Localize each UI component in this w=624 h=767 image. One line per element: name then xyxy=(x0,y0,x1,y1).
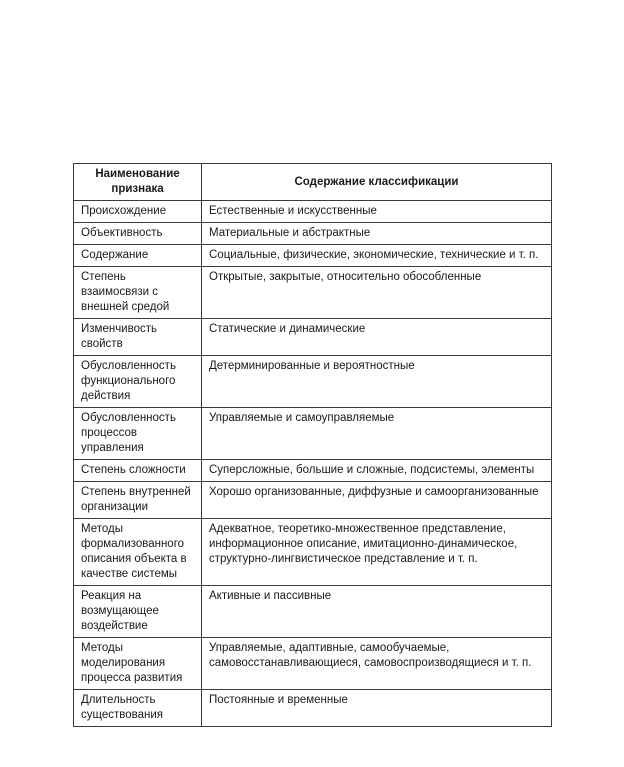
table-row xyxy=(74,408,552,460)
feature-cell: Объективность xyxy=(74,223,202,245)
classification-table xyxy=(73,163,552,727)
feature-cell: Длительность существования xyxy=(74,690,202,727)
content-cell: Адекватное, теоретико-множественное представление, информационное описание, имитационно-динамическое, структурно-лингвистическое представление и т. п. xyxy=(202,519,552,586)
content-cell: Естественные и искусственные xyxy=(202,201,552,223)
table-row xyxy=(74,586,552,638)
content-cell: Социальные, физические, экономические, технические и т. п. xyxy=(202,245,552,267)
content-cell: Материальные и абстрактные xyxy=(202,223,552,245)
header-feature-name: Наименование признака xyxy=(74,164,202,201)
feature-cell: Методы моделирования процесса развития xyxy=(74,638,202,690)
content-cell: Детерминированные и вероятностные xyxy=(202,356,552,408)
table-row xyxy=(74,460,552,482)
content-cell: Открытые, закрытые, относительно обособленные xyxy=(202,267,552,319)
table-body xyxy=(74,201,552,727)
table-row xyxy=(74,267,552,319)
feature-cell: Степень внутренней организации xyxy=(74,482,202,519)
content-cell: Суперсложные, большие и сложные, подсистемы, элементы xyxy=(202,460,552,482)
table-row xyxy=(74,482,552,519)
feature-cell: Реакция на возмущающее воздействие xyxy=(74,586,202,638)
feature-cell: Происхождение xyxy=(74,201,202,223)
table-row xyxy=(74,690,552,727)
content-cell: Активные и пассивные xyxy=(202,586,552,638)
table-row xyxy=(74,223,552,245)
feature-cell: Обусловленность процессов управления xyxy=(74,408,202,460)
feature-cell: Степень сложности xyxy=(74,460,202,482)
table-row xyxy=(74,201,552,223)
feature-cell: Методы формализованного описания объекта в качестве системы xyxy=(74,519,202,586)
table-header xyxy=(74,164,552,201)
table-row xyxy=(74,638,552,690)
content-cell: Управляемые, адаптивные, самообучаемые, самовосстанавливающиеся, самовоспроизводящиеся и т. п. xyxy=(202,638,552,690)
header-classification-content: Содержание классификации xyxy=(202,164,552,201)
header-row xyxy=(74,164,552,201)
feature-cell: Изменчивость свойств xyxy=(74,319,202,356)
feature-cell: Степень взаимосвязи с внешней средой xyxy=(74,267,202,319)
table-row xyxy=(74,245,552,267)
table-row xyxy=(74,319,552,356)
table-row xyxy=(74,519,552,586)
feature-cell: Содержание xyxy=(74,245,202,267)
content-cell: Хорошо организованные, диффузные и самоорганизованные xyxy=(202,482,552,519)
content-cell: Управляемые и самоуправляемые xyxy=(202,408,552,460)
content-cell: Статические и динамические xyxy=(202,319,552,356)
content-cell: Постоянные и временные xyxy=(202,690,552,727)
feature-cell: Обусловленность функционального действия xyxy=(74,356,202,408)
table-row xyxy=(74,356,552,408)
